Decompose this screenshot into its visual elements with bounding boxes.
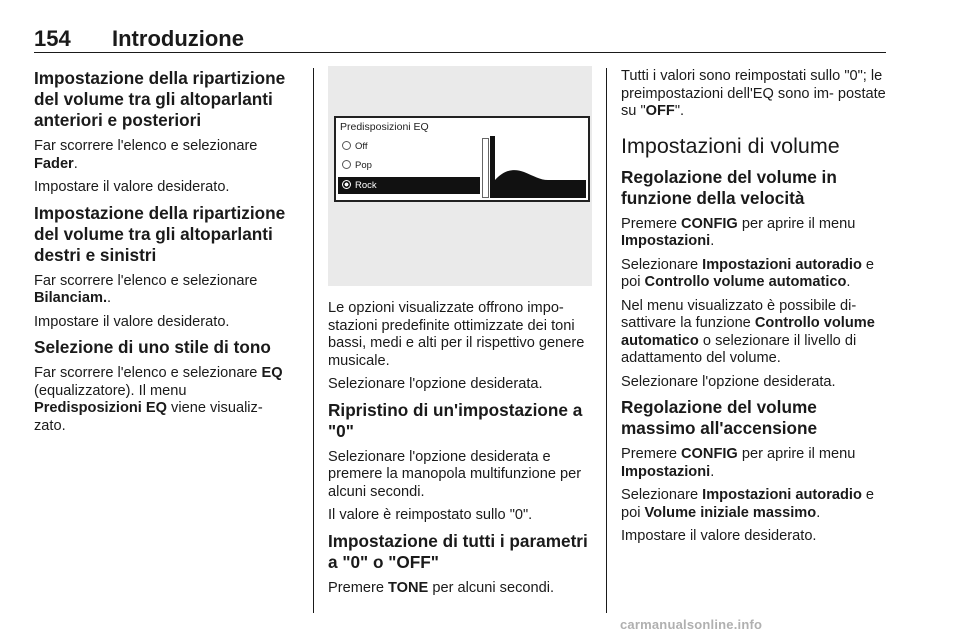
page-header [34, 26, 886, 53]
paragraph-balance: Far scorrere l'elenco e selezionare Bilanciam.. [34, 272, 258, 306]
column-middle [328, 68, 592, 603]
paragraph-radio-settings-1: Selezionare Impostazioni autoradio e poi Controllo volume automatico. [621, 256, 875, 290]
heading-balance: Impostazione della ripartizione del volume tra gli altoparlanti destri e sinistri [34, 202, 286, 265]
heading-speed-volume: Regolazione del volume in funzione della velocità [621, 166, 837, 208]
eq-option-off[interactable]: Off [338, 138, 480, 155]
radio-selected-icon [342, 180, 351, 189]
paragraph-select-option-1: Selezionare l'opzione desiderata. [328, 376, 543, 392]
watermark: carmanualsonline.info [620, 617, 763, 632]
paragraph-eq: Far scorrere l'elenco e selezionare EQ (equalizzatore). Il menu Predisposizioni EQ viene visualiz- zato. [34, 365, 283, 434]
section-title-volume: Impostazioni di volume [621, 133, 840, 158]
paragraph-radio-settings-2: Selezionare Impostazioni autoradio e poi Volume iniziale massimo. [621, 487, 875, 521]
column-divider-1 [313, 68, 314, 613]
paragraph-reset-zero: Il valore è reimpostato sullo "0". [328, 507, 533, 523]
paragraph-set-value-3: Impostare il valore desiderato. [621, 528, 817, 544]
eq-option-pop[interactable]: Pop [338, 157, 480, 174]
paragraph-config-1: Premere CONFIG per aprire il menu Impostazioni. [621, 215, 856, 249]
eq-option-rock[interactable]: Rock [338, 177, 480, 194]
screen-title: Predisposizioni EQ [340, 121, 429, 133]
paragraph-auto-volume: Nel menu visualizzato è possibile di- sattivare la funzione Controllo volume automatico o selezionare il livello di adattamento del volume. [621, 297, 875, 366]
heading-tone-style: Selezione di uno stile di tono [34, 337, 271, 357]
chapter-title: Introduzione [112, 26, 244, 51]
paragraph-fader: Far scorrere l'elenco e selezionare Fader. [34, 138, 258, 172]
paragraph-tone: Premere TONE per alcuni secondi. [328, 579, 555, 596]
heading-max-volume: Regolazione del volume massimo all'accensione [621, 397, 818, 438]
eq-presets-screen [334, 116, 590, 202]
paragraph-reset-one: Selezionare l'opzione desiderata e premere la manopola multifunzione per alcuni secondi. [328, 448, 582, 500]
paragraph-all-reset: Tutti i valori sono reimpostati sullo "0"; le preimpostazioni dell'EQ sono im- postate su "OFF". [621, 68, 886, 119]
eq-options-list [338, 138, 478, 196]
eq-presets-figure [328, 66, 592, 286]
scrollbar[interactable] [482, 138, 489, 198]
column-divider-2 [606, 68, 607, 613]
paragraph-set-value-1: Impostare il valore desiderato. [34, 179, 230, 195]
paragraph-select-option-2: Selezionare l'opzione desiderata. [621, 373, 836, 390]
heading-reset-all: Impostazione di tutti i parametri a "0" o "OFF" [328, 530, 588, 572]
radio-icon [342, 160, 351, 169]
heading-reset-one: Ripristino di un'impostazione a "0" [328, 399, 583, 441]
column-left [34, 68, 286, 441]
column-right [621, 68, 889, 552]
radio-icon [342, 141, 351, 150]
page-number: 154 [34, 26, 71, 51]
paragraph-config-2: Premere CONFIG per aprire il menu Impostazioni. [621, 446, 856, 480]
paragraph-options-info: Le opzioni visualizzate offrono impo- stazioni predefinite ottimizzate dei toni bassi, medi e alti per il rispettivo genere musicale. [328, 300, 585, 369]
heading-fader: Impostazione della ripartizione del volume tra gli altoparlanti anteriori e posteriori [34, 68, 286, 130]
eq-curve-graphic [490, 136, 586, 198]
paragraph-set-value-2: Impostare il valore desiderato. [34, 313, 230, 330]
